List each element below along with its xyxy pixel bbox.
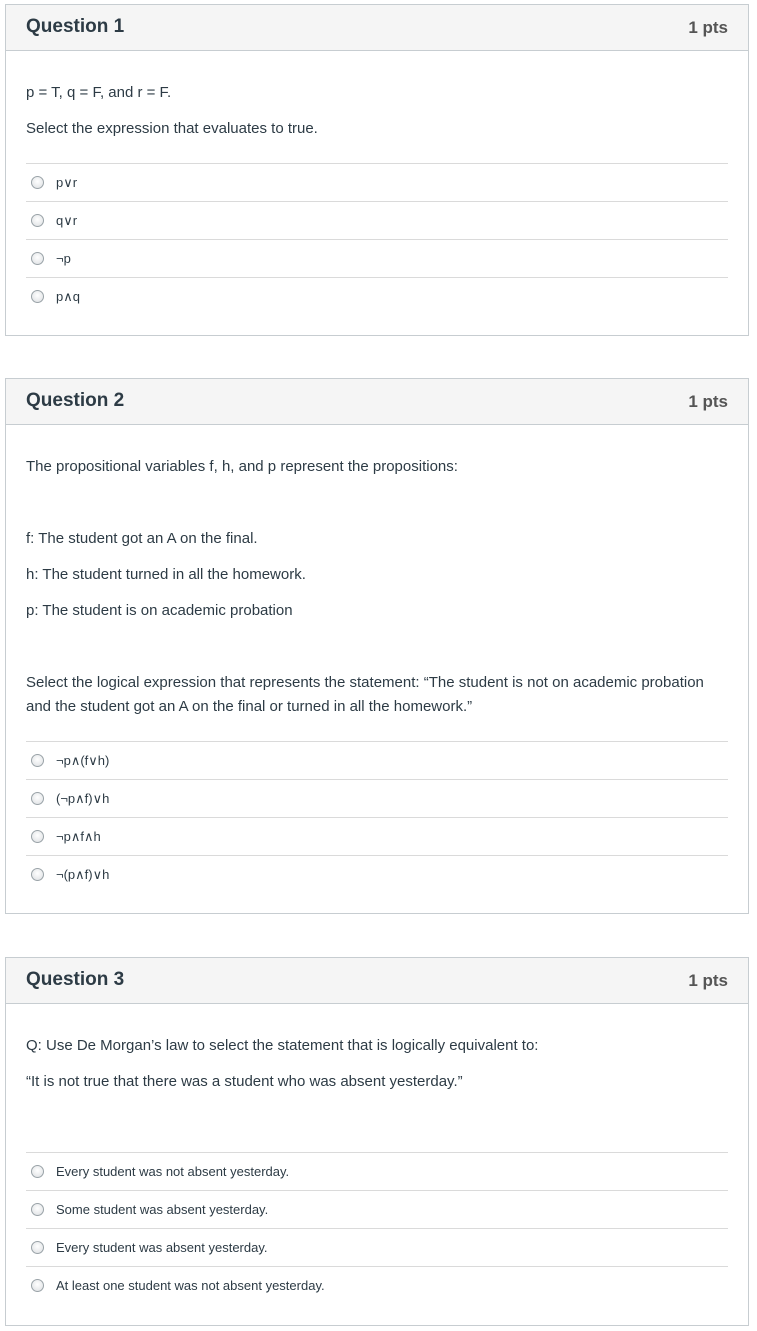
radio-button[interactable]: [31, 176, 44, 189]
answer-option[interactable]: [26, 1228, 728, 1266]
radio-button[interactable]: [31, 252, 44, 265]
question-prompt: Select the logical expression that represents the statement: “The student is not on academic probation and the student got an A on the final or turned in all the homework.”: [26, 674, 704, 715]
radio-button[interactable]: [31, 1165, 44, 1178]
radio-button[interactable]: [31, 1203, 44, 1216]
radio-button[interactable]: [31, 1241, 44, 1254]
question-intro: The propositional variables f, h, and p represent the propositions:: [26, 458, 458, 475]
answer-option[interactable]: [26, 239, 728, 277]
question-text: p = T, q = F, and r = F.: [26, 84, 172, 101]
radio-button[interactable]: [31, 754, 44, 767]
answer-label[interactable]: At least one student was not absent yesterday.: [56, 1278, 325, 1293]
radio-button[interactable]: [31, 868, 44, 881]
answer-option[interactable]: [26, 201, 728, 239]
radio-button[interactable]: [31, 830, 44, 843]
question-header: [6, 5, 748, 51]
answer-label[interactable]: ¬p∧f∧h: [56, 828, 101, 844]
proposition-h: h: The student turned in all the homework.: [26, 566, 306, 583]
answer-label[interactable]: ¬p∧(f∨h): [56, 752, 110, 768]
proposition-p: p: The student is on academic probation: [26, 602, 293, 619]
answer-option[interactable]: [26, 1190, 728, 1228]
answer-list: [26, 1152, 728, 1304]
answer-label[interactable]: Every student was absent yesterday.: [56, 1240, 268, 1255]
question-title: Question 1: [26, 16, 125, 37]
answer-option[interactable]: [26, 779, 728, 817]
radio-button[interactable]: [31, 290, 44, 303]
question-points: 1 pts: [688, 392, 728, 411]
question-header: [6, 958, 748, 1004]
proposition-f: f: The student got an A on the final.: [26, 530, 258, 547]
quoted-statement: “It is not true that there was a student who was absent yesterday.”: [26, 1073, 463, 1090]
answer-option[interactable]: [26, 163, 728, 201]
answer-option[interactable]: [26, 1152, 728, 1190]
question-3: [5, 957, 749, 1326]
question-points: 1 pts: [688, 971, 728, 990]
question-title: Question 3: [26, 969, 125, 990]
answer-label[interactable]: p∧q: [56, 288, 80, 304]
answer-label[interactable]: Some student was absent yesterday.: [56, 1202, 269, 1217]
answer-list: [26, 741, 728, 893]
question-header: [6, 379, 748, 425]
answer-option[interactable]: [26, 741, 728, 779]
answer-option[interactable]: [26, 277, 728, 315]
answer-label[interactable]: Every student was not absent yesterday.: [56, 1164, 290, 1179]
question-title: Question 2: [26, 390, 125, 411]
answer-label[interactable]: ¬(p∧f)∨h: [56, 866, 110, 882]
question-1: [5, 4, 749, 336]
answer-label[interactable]: p∨r: [56, 174, 78, 190]
answer-label[interactable]: ¬p: [56, 251, 71, 266]
radio-button[interactable]: [31, 1279, 44, 1292]
answer-label[interactable]: q∨r: [56, 212, 78, 228]
answer-option[interactable]: [26, 855, 728, 893]
answer-option[interactable]: [26, 1266, 728, 1304]
question-text: Q: Use De Morgan’s law to select the statement that is logically equivalent to:: [26, 1037, 539, 1054]
answer-label[interactable]: (¬p∧f)∨h: [56, 790, 110, 806]
radio-button[interactable]: [31, 214, 44, 227]
question-prompt: Select the expression that evaluates to true.: [26, 120, 318, 137]
question-2: [5, 378, 749, 914]
radio-button[interactable]: [31, 792, 44, 805]
answer-list: [26, 163, 728, 315]
answer-option[interactable]: [26, 817, 728, 855]
question-points: 1 pts: [688, 18, 728, 37]
